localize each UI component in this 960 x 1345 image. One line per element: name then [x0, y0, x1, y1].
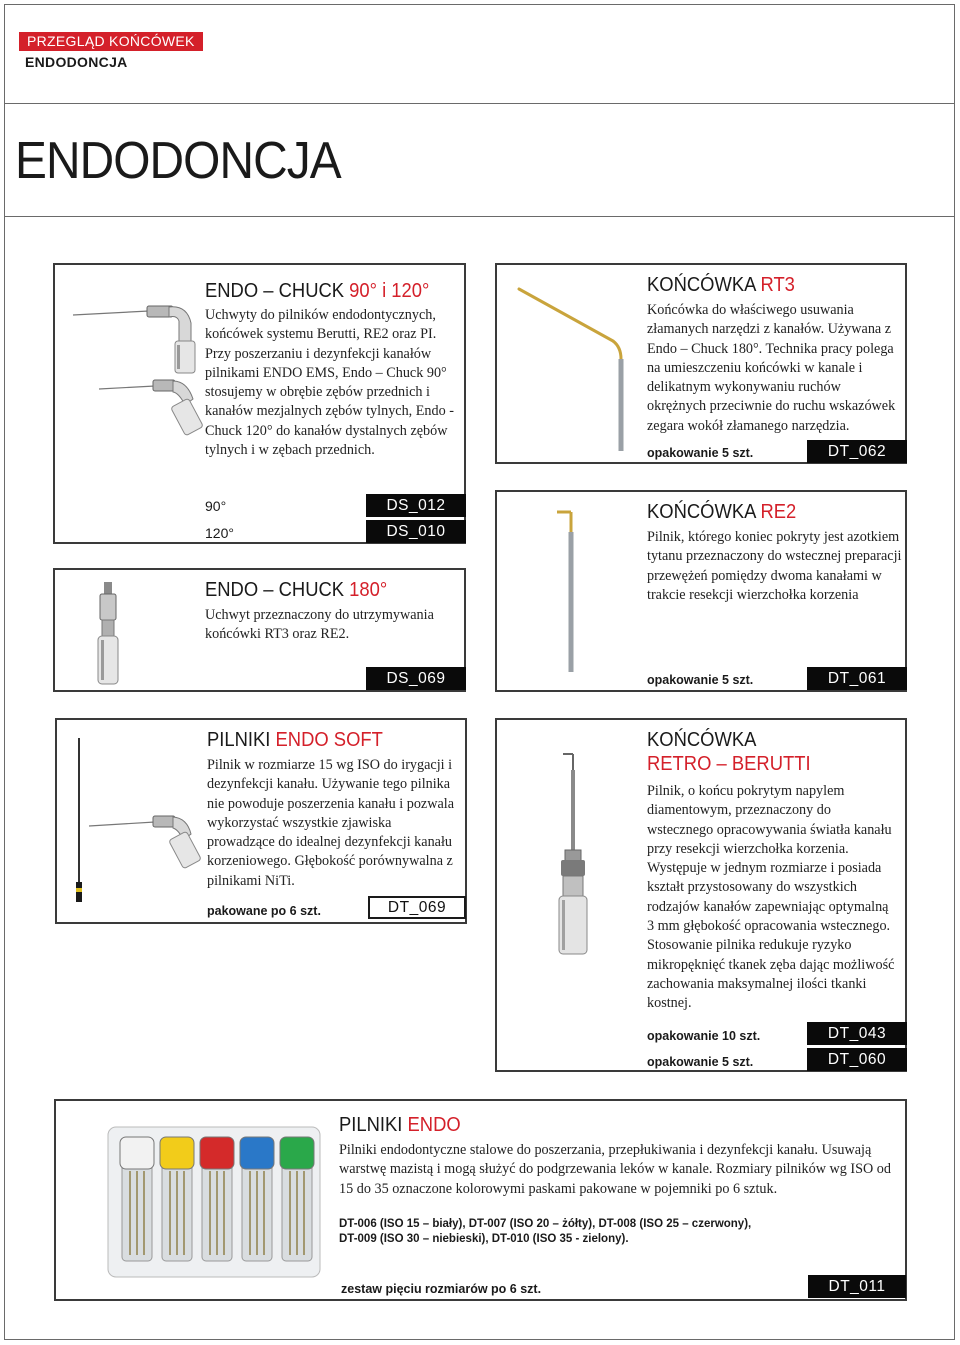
endo-chuck-image: [69, 281, 209, 446]
product-description: Końcówka do właściwego usuwania złamanych narzędzi z kanałów. Używana z Endo – Chuck 180°. Technika pracy polega na umieszczeniu końcówki w kanale i delikatnym wykonywaniu ruchów okrężnych przeciwnie do ruchu wskazówek zegara wokół złamanego narzędzia.: [647, 302, 896, 434]
endo-soft-file-image: [71, 734, 211, 909]
product-code-ds-012: DS_012: [366, 494, 466, 517]
product-card-rt3: [495, 263, 907, 464]
product-title: ENDO – CHUCK 90° i 120°: [205, 280, 430, 302]
file-container-cap: [200, 1137, 234, 1169]
product-title: ENDO – CHUCK 180°: [205, 579, 388, 601]
section-label: PRZEGLĄD KOŃCÓWEK: [19, 32, 203, 51]
product-code-ds-069: DS_069: [366, 667, 466, 690]
package-info: opakowanie 5 szt.: [647, 673, 754, 687]
product-code-dt-062: DT_062: [807, 440, 907, 463]
product-code-dt-043: DT_043: [807, 1022, 907, 1045]
product-title: PILNIKI ENDO SOFT: [207, 729, 383, 751]
product-code-ds-010: DS_010: [366, 520, 466, 543]
file-container-cap: [120, 1137, 154, 1169]
re2-tip-image: [553, 506, 583, 674]
file-container-cap: [240, 1137, 274, 1169]
product-description: Pilnik, o końcu pokrytym napylem diamentowym, przeznaczony do wstecznego opracowywania światła kanału przy resekcji wierzchołka korzenia. Występuje w jednym rozmiarze i posiada kształt przystosowany do wszystkich rodzajów kanałów zapewniając optymalną 3 mm głębokość opracowania wstecznego. Stosowanie pilnika redukuje ryzyko mikropęknięć tkanek zęba dając możliwość zachowania maksymalnej ilości tkanki kostnej.: [647, 783, 895, 1012]
variant-label-120: 120°: [205, 525, 234, 541]
product-description: Uchwyty do pilników endodontycznych, końcówek systemu Berutti, RE2 oraz PI. Przy poszerzaniu i dezynfekcji kanałów pilnikami ENDO EMS, Endo – Chuck 90° stosujemy w obrębie zębów przednich i kanałów mezjalnych zębów tylnych, Endo - Chuck 120° do kanałów dystalnych zębów tylnych i w zębach przednich.: [205, 307, 454, 459]
product-code-dt-011: DT_011: [808, 1275, 906, 1298]
rt3-tip-image: [511, 279, 641, 454]
product-title: KOŃCÓWKA RT3: [647, 274, 795, 296]
product-card-endo-chuck-90-120: [53, 263, 466, 544]
file-container-cap: [160, 1137, 194, 1169]
file-container-cap: [280, 1137, 314, 1169]
product-card-re2: [495, 490, 907, 692]
package-info: pakowane po 6 szt.: [207, 904, 321, 918]
product-title: PILNIKI ENDO: [339, 1114, 461, 1136]
size-codes-list: DT-006 (ISO 15 – biały), DT-007 (ISO 20 – żółty), DT-008 (ISO 25 – czerwony), DT-009 (ISO 30 – niebieski), DT-010 (ISO 35 - zielony).: [339, 1218, 752, 1245]
package-info-10: opakowanie 10 szt.: [647, 1029, 761, 1043]
product-card-pilniki-endo: [54, 1099, 907, 1301]
product-card-retro-berutti: [495, 718, 907, 1072]
subsection-label: ENDODONCJA: [25, 54, 128, 70]
product-title: KOŃCÓWKA RE2: [647, 501, 797, 523]
variant-label-90: 90°: [205, 498, 227, 514]
product-description: Uchwyt przeznaczony do utrzymywania końcówki RT3 oraz RE2.: [205, 607, 434, 643]
product-code-dt-060: DT_060: [807, 1048, 907, 1071]
retro-berutti-image: [547, 750, 607, 960]
product-title: KOŃCÓWKA RETRO – BERUTTI: [647, 729, 811, 775]
package-info-5: opakowanie 5 szt.: [647, 1055, 754, 1069]
product-description: Pilnik w rozmiarze 15 wg ISO do irygacji i dezynfekcji kanału. Używanie tego pilnika nie powoduje poszerzenia kanału i pozwala wykorzystać wszystkie zjawiska prowadzące do idealnej dezynfekcji kanału korzeniowego. Głębokość porównywalna z pilnikami NiTi.: [207, 757, 454, 889]
file-set-image: [104, 1121, 324, 1281]
product-card-endo-soft: [55, 718, 467, 924]
product-description: Pilniki endodontyczne stalowe do poszerzania, przepłukiwania i dezynfekcji kanału. Usuwają warstwę mazistą i mogą służyć do podgrzewania leków w kanale. Rozmiary pilników wg ISO od 15 do 35 oznaczone kolorowymi paskami pakowane w pojemniki po 6 sztuk.: [339, 1142, 891, 1197]
page-title: ENDODONCJA: [15, 132, 341, 190]
product-code-dt-061: DT_061: [807, 667, 907, 690]
endo-chuck-180-image: [91, 580, 125, 688]
header-frame: [4, 4, 955, 104]
package-info: opakowanie 5 szt.: [647, 446, 754, 460]
product-card-endo-chuck-180: [53, 568, 466, 692]
product-description: Pilnik, którego koniec pokryty jest azotkiem tytanu przeznaczony do wstecznej preparacji przewężeń pomiędzy dwoma kanałami w trakcie resekcji wierzchołka korzenia: [647, 529, 902, 603]
product-code-dt-069: DT_069: [368, 896, 466, 919]
package-info: zestaw pięciu rozmiarów po 6 szt.: [341, 1282, 542, 1296]
